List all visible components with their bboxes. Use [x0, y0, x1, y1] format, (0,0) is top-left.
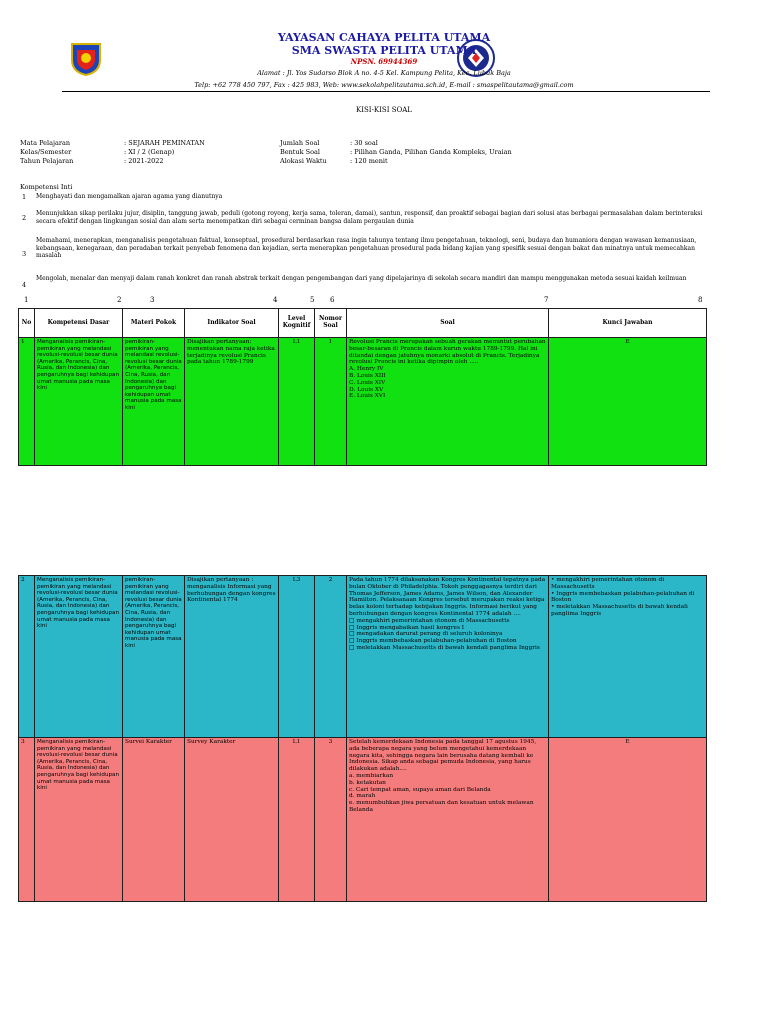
column-number: 2: [117, 296, 122, 304]
question-text: Revolusi Prancis merupakan sebuah gerakan menuntut perubahan besar-besaran di Prancis dalam kurun waktu 1789-1799. Hal ini ditandai dengan jatuhnya monarki absolut di Prancis. Terjadinya revolusi Prancis ini ketika dipimpin oleh .....: [349, 339, 546, 366]
cell-soal: [347, 576, 549, 738]
cell-no: 1: [19, 338, 35, 466]
table-header-row: [19, 309, 707, 338]
answer-option: d. marah: [349, 793, 376, 800]
column-number: 4: [273, 296, 278, 304]
meta-label: Kelas/Semester: [20, 148, 72, 156]
meta-row: [280, 157, 512, 166]
meta-value: : 30 soal: [350, 139, 378, 147]
ki-text: Menunjukkan sikap perilaku jujur, disiplin, tanggung jawab, peduli (gotong royong, kerja sama, toleran, damai), santun, responsif, dan proaktif sebagai bagian dari solusi atas berbagai permasalahan dalam berinteraksi secara efektif dengan lingkungan sosial dan alam serta menempatkan diri sebagai cerminan bangsa dalam pergaulan dunia: [36, 210, 703, 225]
answer-option: □ Inggris membebaskan pelabuhan-pelabuhan di Boston: [349, 638, 517, 645]
ki-text: Mengolah, menalar dan menyaji dalam ranah konkret dan ranah abstrak terkait dengan pengembangan dari yang dipelajarinya di sekolah secara mandiri dan mampu menggunakan metoda sesuai kaidah keilmuan: [36, 275, 687, 282]
foundation-name: YAYASAN CAHAYA PELITA UTAMA: [277, 31, 491, 44]
question-text: Setelah kemerdekaan Indonesia pada tanggal 17 agustus 1945, ada beberapa negara yang belum mengetahui kemerdekaan negara kita, sehingga negara lain berusaha datang kembali ke Indonesia. Sikap anda sebagai pemuda Indonesia, yang harus dilakukan adalah....: [349, 739, 537, 773]
kisi-table-row3: [18, 737, 707, 902]
cell-kunci: [549, 576, 707, 738]
column-number: 5: [310, 296, 315, 304]
ki-title: Kompetensi Inti: [20, 183, 73, 191]
answer-option: b. ketakutan: [349, 779, 386, 786]
document-title: KISI-KISI SOAL: [356, 106, 412, 114]
answer-option: c. Cari tempat aman, supaya aman dari Belanda: [349, 786, 491, 793]
answer-option: a. membiarkan: [349, 772, 394, 779]
cell-kd: Menganalisis pemikiran-pemikiran yang melandasi revolusi-revolusi besar dunia (Amerika, Perancis, Cina, Rusia, dan Indonesia) dan pengaruhnya bagi kehidupan umat manusia pada masa kini: [35, 576, 123, 738]
cell-nomor: 2: [315, 576, 347, 738]
table-row: [19, 338, 707, 466]
ki-text: Memahami, menerapkan, menganalisis pengetahuan faktual, konseptual, prosedural berdasarkan rasa ingin tahunya tentang ilmu pengetahuan, teknologi, seni, budaya dan humaniora dengan wawasan kemanusiaan, kebangsaan, kenegaraan, dan peradaban terkait penyebab fenomena dan kejadian, serta menerapkan pengetahuan prosedural pada bidang kajian yang spesifik sesuai dengan bakat dan minatnya untuk memecahkan masalah: [36, 237, 697, 259]
column-number: 1: [24, 296, 29, 304]
cell-indikator: Disajikan pertanyaan : menganalisis Informasi yang berhubungan dengan kongres Kontinental 1774: [185, 576, 279, 738]
cell-level: L3: [279, 576, 315, 738]
npsn: NPSN. 69944369: [350, 57, 418, 66]
cell-level: L1: [279, 338, 315, 466]
header-materi-pokok: Materi Pokok: [123, 309, 185, 338]
school-name: SMA SWASTA PELITA UTAMA: [291, 44, 477, 57]
answer-option: □ Inggris mengabaikan hasil kongres I: [349, 624, 465, 631]
school-contact: Telp: +62 778 450 797, Fax : 425 983, Web: www.sekolahpelitautama.sch.id, E-mail : smaspelitautama@gmail.com: [194, 81, 574, 89]
meta-value: : XI / 2 (Genap): [124, 148, 175, 156]
column-number: 7: [544, 296, 549, 304]
cell-materi: Survei Karakter: [123, 738, 185, 902]
answer-key-line: • meletakkan Massachusetts di bawah kendali panglima Inggris: [551, 604, 688, 617]
meta-value: : 120 menit: [350, 157, 388, 165]
cell-level: L1: [279, 738, 315, 902]
cell-soal: [347, 738, 549, 902]
table-row: [19, 576, 707, 738]
meta-row: [20, 157, 205, 166]
answer-option: B. Louis XIII: [349, 372, 386, 379]
cell-materi: pemikiran-pemikiran yang melandasi revolusi-revolusi besar dunia (Amerika, Perancis, Cina, Rusia, dan Indonesia) dan pengaruhnya bagi kehidupan umat manusia pada masa kini: [123, 338, 185, 466]
cell-materi: pemikiran-pemikiran yang melandasi revolusi-revolusi besar dunia (Amerika, Perancis, Cina, Rusia, dan Indonesia) dan pengaruhnya bagi kehidupan umat manusia pada masa kini: [123, 576, 185, 738]
kisi-table-row2: [18, 575, 707, 738]
meta-label: Mata Pelajaran: [20, 139, 71, 147]
meta-row: [20, 139, 205, 148]
answer-option: □ meletakkan Massachusetts di bawah kendali panglima Inggris: [349, 644, 540, 651]
header-level-kognitif: Level Kognitif: [279, 309, 315, 338]
cell-nomor: 1: [315, 338, 347, 466]
ki-number: 4: [22, 281, 27, 289]
header-kunci-jawaban: Kunci Jawaban: [549, 309, 707, 338]
column-number: 3: [150, 296, 155, 304]
header-kompetensi-dasar: Kompetensi Dasar: [35, 309, 123, 338]
cell-no: 3: [19, 738, 35, 902]
question-text: Pada tahun 1774 dilaksanakan Kongres Kontinental tepatnya pada bulan Oktober di Philadelphia. Tokoh penggagasnya terdiri dari Thomas Jefferson, James Adams, James Wilson, dan Alexander Hamilton. Pelaksanaan Kongres tersebut merupakan reaksi ketiga belas koloni terhadap kebijakan Inggris. Informasi berikut yang berhubungan dengan kongres Kontinental 1774 adalah ....: [349, 577, 546, 617]
cell-kunci: E: [549, 338, 707, 466]
meta-row: [280, 139, 512, 148]
answer-option: E. Louis XVI: [349, 393, 386, 400]
answer-option: □ mengadakan darurat perang di seluruh koloninya: [349, 631, 503, 638]
cell-nomor: 3: [315, 738, 347, 902]
answer-option: e. menumbuhkan jiwa persatuan dan kesatuan untuk melawan Belanda: [349, 800, 534, 813]
kisi-table: [18, 308, 707, 466]
cell-kunci: E: [549, 738, 707, 902]
meta-left: [20, 139, 205, 166]
table-row: [19, 738, 707, 902]
school-address: Alamat : Jl. Yos Sudarso Blok A no. 4-5 Kel. Kampung Pelita, Kec. Lubuk Baja: [257, 69, 511, 77]
meta-row: [280, 148, 512, 157]
answer-key-line: • mengakhiri pemerintahan otonom di Massachusetts: [551, 577, 665, 590]
answer-key-line: • Inggris membebaskan pelabuhan-pelabuhan di Boston: [551, 590, 695, 604]
cell-kd: Menganalisis pemikiran-pemikiran yang melandasi revolusi-revolusi besar dunia (Amerika, Perancis, Cina, Rusia, dan Indonesia) dan pengaruhnya bagi kehidupan umat manusia pada masa kini: [35, 338, 123, 466]
meta-value: : Pilihan Ganda, Pilihan Ganda Kompleks, Uraian: [350, 148, 512, 156]
ki-text: Menghayati dan mengamalkan ajaran agama yang dianutnya: [36, 193, 223, 200]
header-indikator-soal: Indikator Soal: [185, 309, 279, 338]
answer-option: C. Louis XIV: [349, 379, 386, 386]
meta-value: : 2021-2022: [124, 157, 164, 165]
header-soal: Soal: [347, 309, 549, 338]
meta-label: Bentuk Soal: [280, 148, 320, 156]
header-divider: [62, 91, 710, 92]
header-no: No: [19, 309, 35, 338]
cell-no: 2: [19, 576, 35, 738]
answer-option: D. Louis XV: [349, 386, 384, 393]
meta-label: Tahun Pelajaran: [20, 157, 74, 165]
column-number: 6: [330, 296, 335, 304]
ki-number: 1: [22, 193, 27, 201]
answer-option: □ mengakhiri pemerintahan otonom di Massachusetts: [349, 617, 510, 624]
meta-value: : SEJARAH PEMINATAN: [124, 139, 205, 147]
cell-indikator: Disajikan pertanyaan: menentukan nama raja ketika terjadinya revolusi Prancis pada tahun 1789-1799: [185, 338, 279, 466]
cell-kd: Menganalisis pemikiran-pemikiran yang melandasi revolusi-revolusi besar dunia (Amerika, Perancis, Cina, Rusia, dan Indonesia) dan pengaruhnya bagi kehidupan umat manusia pada masa kini: [35, 738, 123, 902]
ki-number: 3: [22, 250, 27, 258]
meta-label: Alokasi Waktu: [280, 157, 327, 165]
column-number: 8: [698, 296, 703, 304]
meta-right: [280, 139, 512, 166]
answer-option: A. Henry IV: [349, 366, 384, 373]
ki-number: 2: [22, 214, 27, 222]
header-nomor-soal: Nomor Soal: [315, 309, 347, 338]
cell-indikator: Survey Karakter: [185, 738, 279, 902]
meta-row: [20, 148, 205, 157]
cell-soal: [347, 338, 549, 466]
meta-label: Jumlah Soal: [280, 139, 320, 147]
